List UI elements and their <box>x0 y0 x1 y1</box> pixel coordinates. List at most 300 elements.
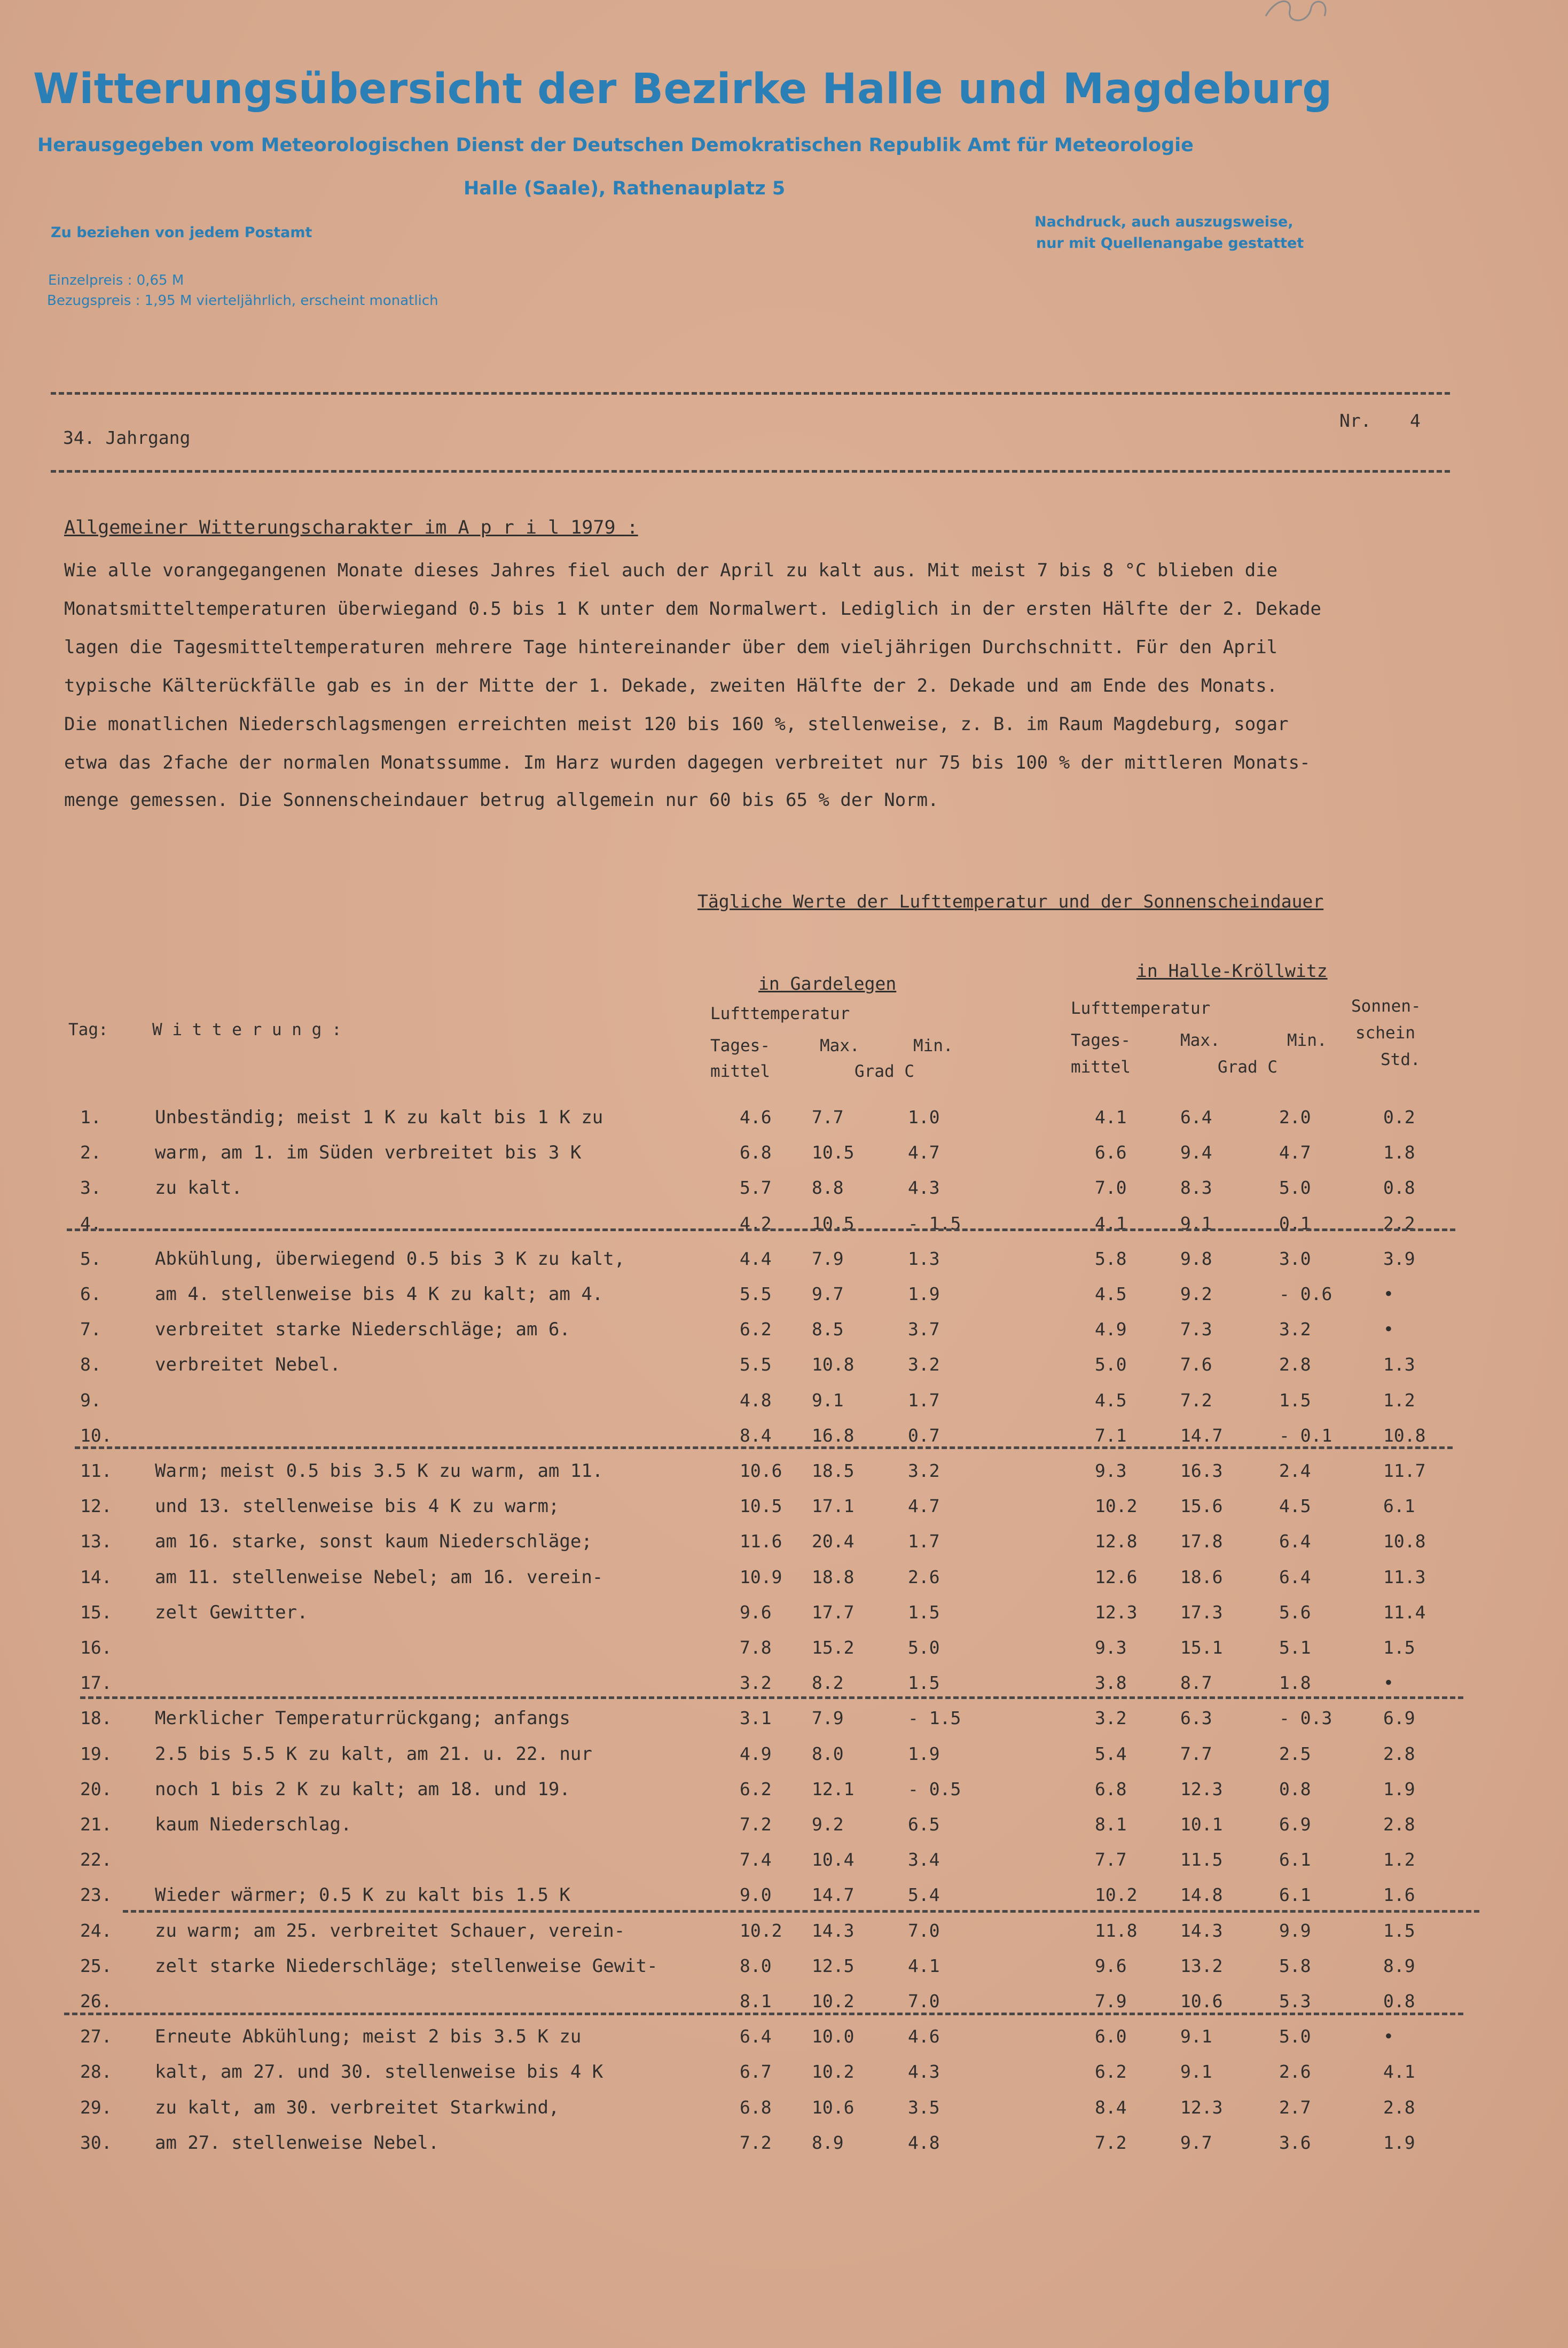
gardelegen-max: 10.2 <box>812 2061 854 2082</box>
halle-max: 7.3 <box>1180 1319 1212 1340</box>
day-number: 12. <box>80 1496 112 1516</box>
halle-max: 7.7 <box>1180 1743 1212 1764</box>
halle-sunshine: 8.9 <box>1383 1955 1415 1976</box>
tag-column-header: Tag: <box>68 1020 108 1039</box>
day-number: 1. <box>80 1107 101 1128</box>
halle-min: 6.1 <box>1279 1849 1311 1870</box>
weather-description: zelt starke Niederschläge; stellenweise Gewit- <box>155 1955 658 1977</box>
day-number: 26. <box>80 1991 112 2012</box>
volume-label: 34. Jahrgang <box>63 427 191 448</box>
gardelegen-lufttemperatur-header: Lufttemperatur <box>710 1004 850 1023</box>
table-row <box>0 1567 1568 1602</box>
table-row <box>0 1637 1568 1672</box>
halle-sunshine: 10.8 <box>1383 1531 1426 1552</box>
summary-line: lagen die Tagesmitteltemperaturen mehrere Tage hintereinander über dem vieljährigen Durchschnitt. Für den April <box>64 637 1278 658</box>
halle-mean: 7.0 <box>1095 1177 1127 1198</box>
halle-mean: 6.6 <box>1095 1142 1127 1163</box>
table-row <box>0 1779 1568 1814</box>
gardelegen-min: 1.5 <box>908 1672 940 1693</box>
table-row <box>0 1177 1568 1212</box>
gardelegen-max: 14.7 <box>812 1884 854 1905</box>
table-row <box>0 1920 1568 1955</box>
day-number: 8. <box>80 1354 101 1375</box>
halle-sunshine: 0.8 <box>1383 1177 1415 1198</box>
table-row <box>0 1814 1568 1849</box>
day-number: 10. <box>80 1425 112 1446</box>
halle-max: 11.5 <box>1180 1849 1223 1870</box>
halle-sunshine: 4.1 <box>1383 2061 1415 2082</box>
halle-max: 18.6 <box>1180 1567 1223 1587</box>
day-number: 21. <box>80 1814 112 1835</box>
day-number: 7. <box>80 1319 101 1340</box>
gardelegen-min: 7.0 <box>908 1991 940 2012</box>
halle-min: 6.4 <box>1279 1531 1311 1552</box>
halle-mean: 8.1 <box>1095 1814 1127 1835</box>
halle-min: 1.5 <box>1279 1390 1311 1411</box>
table-row <box>0 1602 1568 1637</box>
halle-max: 8.7 <box>1180 1672 1212 1693</box>
issue-number-label: Nr. <box>1339 410 1371 431</box>
day-number: 17. <box>80 1672 112 1693</box>
halle-mean: 4.9 <box>1095 1319 1127 1340</box>
halle-mean: 4.1 <box>1095 1213 1127 1234</box>
halle-max: 9.4 <box>1180 1142 1212 1163</box>
table-row <box>0 2026 1568 2061</box>
halle-sunshine: 10.8 <box>1383 1425 1426 1446</box>
gardelegen-max: 10.4 <box>812 1849 854 1870</box>
gardelegen-min: 1.7 <box>908 1531 940 1552</box>
weather-description: Abkühlung, überwiegend 0.5 bis 3 K zu kalt, <box>155 1248 625 1270</box>
halle-mean: 3.8 <box>1095 1672 1127 1693</box>
halle-max: 17.3 <box>1180 1602 1223 1623</box>
gardelegen-min: 1.9 <box>908 1283 940 1304</box>
halle-sunshine: • <box>1383 1319 1394 1340</box>
weather-description: Unbeständig; meist 1 K zu kalt bis 1 K zu <box>155 1107 603 1128</box>
witterung-column-header: W i t t e r u n g : <box>152 1020 342 1039</box>
halle-sunshine: 11.3 <box>1383 1567 1426 1587</box>
gardelegen-mean: 10.6 <box>740 1460 782 1481</box>
halle-mean: 12.8 <box>1095 1531 1138 1552</box>
gardelegen-min: 1.3 <box>908 1248 940 1269</box>
halle-max: 8.3 <box>1180 1177 1212 1198</box>
gardelegen-max: 10.6 <box>812 2097 854 2118</box>
gardelegen-min: 2.6 <box>908 1567 940 1587</box>
halle-max: 7.6 <box>1180 1354 1212 1375</box>
weather-description: und 13. stellenweise bis 4 K zu warm; <box>155 1496 560 1517</box>
halle-mean: 5.4 <box>1095 1743 1127 1764</box>
halle-min: 5.0 <box>1279 1177 1311 1198</box>
gardelegen-mean: 6.4 <box>740 2026 772 2047</box>
halle-sunshine: 1.5 <box>1383 1637 1415 1658</box>
gardelegen-max: 15.2 <box>812 1637 854 1658</box>
gardelegen-max-header: Max. <box>820 1036 860 1055</box>
weather-description: am 27. stellenweise Nebel. <box>155 2132 440 2154</box>
table-row <box>0 1283 1568 1319</box>
halle-max: 9.8 <box>1180 1248 1212 1269</box>
gardelegen-min: 1.5 <box>908 1602 940 1623</box>
gardelegen-max: 7.7 <box>812 1107 844 1128</box>
halle-sunshine: 0.8 <box>1383 1991 1415 2012</box>
std-header: Std. <box>1381 1050 1421 1069</box>
weather-description: warm, am 1. im Süden verbreitet bis 3 K <box>155 1142 582 1163</box>
halle-sunshine: • <box>1383 2026 1394 2047</box>
halle-max: 9.2 <box>1180 1283 1212 1304</box>
gardelegen-mean: 6.8 <box>740 2097 772 2118</box>
order-note: Zu beziehen von jedem Postamt <box>51 224 312 241</box>
halle-sunshine: 1.8 <box>1383 1142 1415 1163</box>
halle-min: 6.9 <box>1279 1814 1311 1835</box>
table-row <box>0 1531 1568 1566</box>
halle-mean: 4.5 <box>1095 1283 1127 1304</box>
weather-description: noch 1 bis 2 K zu kalt; am 18. und 19. <box>155 1779 570 1800</box>
gardelegen-min: 3.5 <box>908 2097 940 2118</box>
halle-min: 9.9 <box>1279 1920 1311 1941</box>
halle-sunshine: 11.7 <box>1383 1460 1426 1481</box>
table-row <box>0 1142 1568 1177</box>
gardelegen-mean: 6.7 <box>740 2061 772 2082</box>
gardelegen-max: 17.7 <box>812 1602 854 1623</box>
gardelegen-min: 4.3 <box>908 2061 940 2082</box>
gardelegen-max: 8.8 <box>812 1177 844 1198</box>
gardelegen-min: 6.5 <box>908 1814 940 1835</box>
table-row <box>0 1390 1568 1425</box>
day-number: 28. <box>80 2061 112 2082</box>
gardelegen-max: 9.1 <box>812 1390 844 1411</box>
gardelegen-max: 10.5 <box>812 1142 854 1163</box>
table-row <box>0 1319 1568 1354</box>
halle-sunshine: 2.2 <box>1383 1213 1415 1234</box>
weather-description: am 4. stellenweise bis 4 K zu kalt; am 4. <box>155 1283 603 1305</box>
gardelegen-min: 0.7 <box>908 1425 940 1446</box>
day-number: 25. <box>80 1955 112 1976</box>
summary-line: etwa das 2fache der normalen Monatssumme. Im Harz wurden dagegen verbreitet nur 75 bis 100 % der mittleren Monats- <box>64 752 1311 773</box>
gardelegen-mean: 10.9 <box>740 1567 782 1587</box>
table-row <box>0 1849 1568 1884</box>
gardelegen-min: 4.8 <box>908 2132 940 2153</box>
gardelegen-mean: 3.2 <box>740 1672 772 1693</box>
gardelegen-mean: 4.2 <box>740 1213 772 1234</box>
gardelegen-max: 18.5 <box>812 1460 854 1481</box>
gardelegen-mean: 7.8 <box>740 1637 772 1658</box>
halle-max: 9.1 <box>1180 1213 1212 1234</box>
halle-max: 13.2 <box>1180 1955 1223 1976</box>
section-heading: Allgemeiner Witterungscharakter im A p r i l 1979 : <box>64 517 638 538</box>
gardelegen-mean: 8.4 <box>740 1425 772 1446</box>
halle-max: 14.8 <box>1180 1884 1223 1905</box>
table-row <box>0 1991 1568 2026</box>
gardelegen-mean: 9.0 <box>740 1884 772 1905</box>
gardelegen-min: 3.2 <box>908 1460 940 1481</box>
weather-description: kalt, am 27. und 30. stellenweise bis 4 K <box>155 2061 603 2083</box>
gardelegen-min: 4.7 <box>908 1496 940 1516</box>
halle-max: 7.2 <box>1180 1390 1212 1411</box>
table-row <box>0 2061 1568 2096</box>
halle-max-header: Max. <box>1180 1031 1220 1050</box>
gardelegen-mean: 11.6 <box>740 1531 782 1552</box>
sonnen-header: Sonnen- <box>1351 997 1421 1016</box>
day-number: 24. <box>80 1920 112 1941</box>
gardelegen-min: 5.4 <box>908 1884 940 1905</box>
weather-description: Merklicher Temperaturrückgang; anfangs <box>155 1708 570 1729</box>
halle-sunshine: 6.9 <box>1383 1708 1415 1728</box>
gardelegen-mean: 4.9 <box>740 1743 772 1764</box>
halle-min: 3.2 <box>1279 1319 1311 1340</box>
table-row <box>0 2132 1568 2167</box>
issue-number: 4 <box>1410 410 1421 431</box>
halle-sunshine: 0.2 <box>1383 1107 1415 1128</box>
halle-max: 14.7 <box>1180 1425 1223 1446</box>
halle-sunshine: 1.2 <box>1383 1390 1415 1411</box>
halle-min: 6.1 <box>1279 1884 1311 1905</box>
gardelegen-heading: in Gardelegen <box>758 973 897 994</box>
weather-description: verbreitet Nebel. <box>155 1354 341 1375</box>
day-number: 15. <box>80 1602 112 1623</box>
day-number: 19. <box>80 1743 112 1764</box>
gardelegen-mean: 8.1 <box>740 1991 772 2012</box>
gardelegen-max: 8.9 <box>812 2132 844 2153</box>
day-number: 9. <box>80 1390 101 1411</box>
halle-min: 3.6 <box>1279 2132 1311 2153</box>
summary-line: Wie alle vorangegangenen Monate dieses Jahres fiel auch der April zu kalt aus. Mit meist 7 bis 8 °C blieben die <box>64 560 1278 581</box>
halle-mean: 6.8 <box>1095 1779 1127 1799</box>
halle-max: 17.8 <box>1180 1531 1223 1552</box>
table-row <box>0 1884 1568 1920</box>
summary-line: Monatsmitteltemperaturen überwiegand 0.5 bis 1 K unter dem Normalwert. Lediglich in der ersten Hälfte der 2. Dekade <box>64 598 1322 620</box>
halle-min: 2.8 <box>1279 1354 1311 1375</box>
gardelegen-mean: 4.6 <box>740 1107 772 1128</box>
halle-min: 5.0 <box>1279 2026 1311 2047</box>
gardelegen-min: 1.9 <box>908 1743 940 1764</box>
day-number: 23. <box>80 1884 112 1905</box>
schein-header: schein <box>1355 1023 1415 1043</box>
gardelegen-grad-header: Grad C <box>854 1062 914 1081</box>
day-number: 16. <box>80 1637 112 1658</box>
day-number: 29. <box>80 2097 112 2118</box>
halle-mean: 10.2 <box>1095 1884 1138 1905</box>
halle-max: 12.3 <box>1180 1779 1223 1799</box>
halle-min: 5.6 <box>1279 1602 1311 1623</box>
day-number: 22. <box>80 1849 112 1870</box>
halle-mean: 7.2 <box>1095 2132 1127 2153</box>
halle-min: 0.8 <box>1279 1779 1311 1799</box>
table-row <box>0 2097 1568 2132</box>
gardelegen-min: - 1.5 <box>908 1708 961 1728</box>
halle-min: 5.3 <box>1279 1991 1311 2012</box>
group-divider <box>75 1446 1453 1449</box>
divider-bottom <box>51 470 1450 473</box>
halle-mean: 11.8 <box>1095 1920 1138 1941</box>
publisher-address: Halle (Saale), Rathenauplatz 5 <box>464 178 786 199</box>
table-row <box>0 1672 1568 1708</box>
halle-min: - 0.1 <box>1279 1425 1332 1446</box>
weather-description: zu kalt. <box>155 1177 242 1199</box>
group-divider <box>67 1228 1455 1231</box>
halle-mean: 5.8 <box>1095 1248 1127 1269</box>
gardelegen-min: 3.7 <box>908 1319 940 1340</box>
gardelegen-max: 18.8 <box>812 1567 854 1587</box>
weather-description: am 11. stellenweise Nebel; am 16. verein- <box>155 1567 603 1588</box>
gardelegen-min: 4.6 <box>908 2026 940 2047</box>
halle-mean: 7.7 <box>1095 1849 1127 1870</box>
halle-max: 9.7 <box>1180 2132 1212 2153</box>
gardelegen-max: 10.0 <box>812 2026 854 2047</box>
halle-sunshine: 1.9 <box>1383 2132 1415 2153</box>
gardelegen-mean: 8.0 <box>740 1955 772 1976</box>
gardelegen-max: 8.0 <box>812 1743 844 1764</box>
gardelegen-mean: 10.2 <box>740 1920 782 1941</box>
single-price: Einzelpreis : 0,65 M <box>48 272 184 288</box>
gardelegen-max: 12.5 <box>812 1955 854 1976</box>
day-number: 30. <box>80 2132 112 2153</box>
halle-min: 0.1 <box>1279 1213 1311 1234</box>
day-number: 27. <box>80 2026 112 2047</box>
halle-sunshine: 11.4 <box>1383 1602 1426 1623</box>
gardelegen-min-header: Min. <box>913 1036 953 1055</box>
gardelegen-min: 1.7 <box>908 1390 940 1411</box>
summary-line: Die monatlichen Niederschlagsmengen erreichten meist 120 bis 160 %, stellenweise, z. B. im Raum Magdeburg, sogar <box>64 714 1289 735</box>
halle-grad-header: Grad C <box>1218 1058 1277 1077</box>
gardelegen-mean: 6.8 <box>740 1142 772 1163</box>
gardelegen-max: 17.1 <box>812 1496 854 1516</box>
gardelegen-mean: 6.2 <box>740 1319 772 1340</box>
halle-sunshine: • <box>1383 1672 1394 1693</box>
halle-min: 2.7 <box>1279 2097 1311 2118</box>
halle-mean: 9.3 <box>1095 1637 1127 1658</box>
reprint-note-line-2: nur mit Quellenangabe gestattet <box>1036 235 1304 252</box>
weather-description: zu kalt, am 30. verbreitet Starkwind, <box>155 2097 560 2118</box>
gardelegen-max: 16.8 <box>812 1425 854 1446</box>
gardelegen-max: 10.2 <box>812 1991 854 2012</box>
halle-min: 5.8 <box>1279 1955 1311 1976</box>
halle-min: 6.4 <box>1279 1567 1311 1587</box>
halle-max: 6.3 <box>1180 1708 1212 1728</box>
halle-sunshine: 1.5 <box>1383 1920 1415 1941</box>
day-number: 11. <box>80 1460 112 1481</box>
gardelegen-mean: 7.2 <box>740 2132 772 2153</box>
halle-min: 3.0 <box>1279 1248 1311 1269</box>
halle-min: 2.4 <box>1279 1460 1311 1481</box>
group-divider <box>80 1696 1463 1699</box>
halle-mean: 8.4 <box>1095 2097 1127 2118</box>
halle-mean: 4.1 <box>1095 1107 1127 1128</box>
halle-min: 5.1 <box>1279 1637 1311 1658</box>
halle-tages-header: Tages- <box>1071 1031 1131 1050</box>
halle-mean: 6.2 <box>1095 2061 1127 2082</box>
gardelegen-max: 14.3 <box>812 1920 854 1941</box>
table-row <box>0 1248 1568 1283</box>
day-number: 13. <box>80 1531 112 1552</box>
halle-mean: 12.3 <box>1095 1602 1138 1623</box>
halle-max: 12.3 <box>1180 2097 1223 2118</box>
table-row <box>0 1496 1568 1531</box>
halle-mittel-header: mittel <box>1071 1058 1131 1077</box>
day-number: 2. <box>80 1142 101 1163</box>
halle-mean: 4.5 <box>1095 1390 1127 1411</box>
halle-min: - 0.3 <box>1279 1708 1332 1728</box>
gardelegen-mean: 10.5 <box>740 1496 782 1516</box>
day-number: 20. <box>80 1779 112 1799</box>
halle-sunshine: 3.9 <box>1383 1248 1415 1269</box>
halle-max: 9.1 <box>1180 2026 1212 2047</box>
gardelegen-max: 9.7 <box>812 1283 844 1304</box>
halle-sunshine: 1.6 <box>1383 1884 1415 1905</box>
summary-line: typische Kälterückfälle gab es in der Mitte der 1. Dekade, zweiten Hälfte der 2. Dekade und am Ende des Monats. <box>64 675 1278 696</box>
table-row <box>0 1708 1568 1743</box>
gardelegen-min: 5.0 <box>908 1637 940 1658</box>
gardelegen-max: 10.5 <box>812 1213 854 1234</box>
halle-max: 14.3 <box>1180 1920 1223 1941</box>
halle-mean: 6.0 <box>1095 2026 1127 2047</box>
gardelegen-mean: 9.6 <box>740 1602 772 1623</box>
halle-min: 4.7 <box>1279 1142 1311 1163</box>
group-divider <box>123 1910 1479 1913</box>
table-row <box>0 1743 1568 1779</box>
weather-description: 2.5 bis 5.5 K zu kalt, am 21. u. 22. nur <box>155 1743 592 1765</box>
gardelegen-max: 7.9 <box>812 1248 844 1269</box>
halle-sunshine: 1.9 <box>1383 1779 1415 1799</box>
table-row <box>0 1460 1568 1496</box>
halle-lufttemperatur-header: Lufttemperatur <box>1071 999 1211 1018</box>
gardelegen-min: 1.0 <box>908 1107 940 1128</box>
gardelegen-mean: 5.7 <box>740 1177 772 1198</box>
day-number: 4. <box>80 1213 101 1234</box>
table-row <box>0 1425 1568 1460</box>
halle-mean: 7.9 <box>1095 1991 1127 2012</box>
halle-max: 15.6 <box>1180 1496 1223 1516</box>
halle-max: 9.1 <box>1180 2061 1212 2082</box>
halle-max: 15.1 <box>1180 1637 1223 1658</box>
day-number: 5. <box>80 1248 101 1269</box>
gardelegen-mean: 4.4 <box>740 1248 772 1269</box>
day-number: 6. <box>80 1283 101 1304</box>
halle-mean: 12.6 <box>1095 1567 1138 1587</box>
gardelegen-max: 10.8 <box>812 1354 854 1375</box>
halle-min: - 0.6 <box>1279 1283 1332 1304</box>
halle-sunshine: 2.8 <box>1383 2097 1415 2118</box>
halle-min: 2.6 <box>1279 2061 1311 2082</box>
gardelegen-max: 12.1 <box>812 1779 854 1799</box>
gardelegen-min: - 1.5 <box>908 1213 961 1234</box>
gardelegen-mean: 7.2 <box>740 1814 772 1835</box>
gardelegen-max: 7.9 <box>812 1708 844 1728</box>
halle-sunshine: 2.8 <box>1383 1743 1415 1764</box>
halle-heading: in Halle-Kröllwitz <box>1136 960 1328 981</box>
halle-mean: 5.0 <box>1095 1354 1127 1375</box>
gardelegen-max: 9.2 <box>812 1814 844 1835</box>
halle-sunshine: 2.8 <box>1383 1814 1415 1835</box>
day-number: 14. <box>80 1567 112 1587</box>
table-row <box>0 1107 1568 1142</box>
halle-max: 10.6 <box>1180 1991 1223 2012</box>
halle-mean: 10.2 <box>1095 1496 1138 1516</box>
weather-description: zu warm; am 25. verbreitet Schauer, verein- <box>155 1920 625 1942</box>
halle-sunshine: 6.1 <box>1383 1496 1415 1516</box>
document-title: Witterungsübersicht der Bezirke Halle und Magdeburg <box>33 65 1332 113</box>
pencil-annotation <box>1260 0 1340 27</box>
gardelegen-mean: 4.8 <box>740 1390 772 1411</box>
weather-description: Warm; meist 0.5 bis 3.5 K zu warm, am 11. <box>155 1460 603 1482</box>
gardelegen-min: - 0.5 <box>908 1779 961 1799</box>
gardelegen-tages-header: Tages- <box>710 1036 770 1055</box>
reprint-note-line-1: Nachdruck, auch auszugsweise, <box>1034 214 1293 230</box>
halle-sunshine: 1.3 <box>1383 1354 1415 1375</box>
gardelegen-mean: 6.2 <box>740 1779 772 1799</box>
weather-description: kaum Niederschlag. <box>155 1814 352 1835</box>
gardelegen-min: 3.2 <box>908 1354 940 1375</box>
halle-min-header: Min. <box>1287 1031 1327 1050</box>
gardelegen-mean: 5.5 <box>740 1354 772 1375</box>
gardelegen-max: 8.2 <box>812 1672 844 1693</box>
